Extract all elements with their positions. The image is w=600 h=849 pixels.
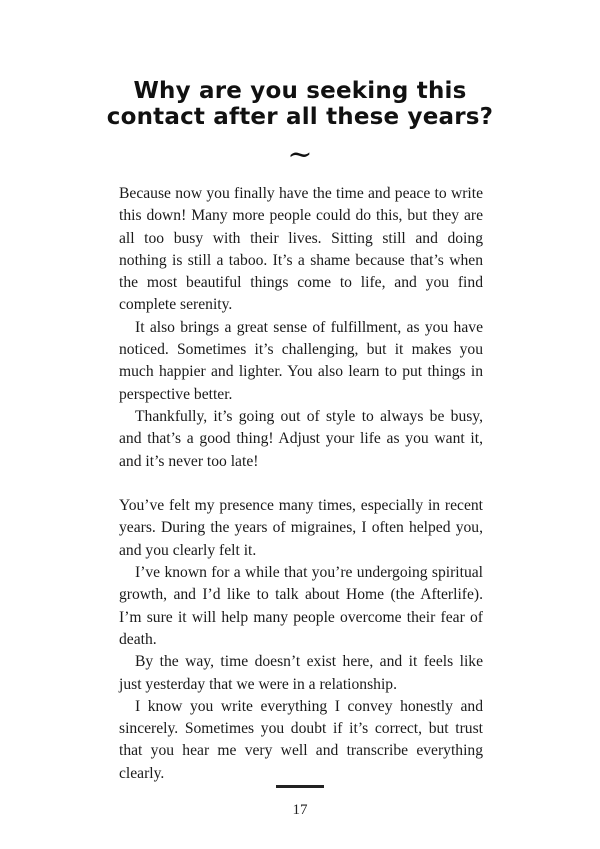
paragraph-1: Because now you finally have the time and peace to write this down! Many more people could do this, but they are all too busy with their lives. Sitting still and doing nothing is still a taboo. It’s a shame because that’s when the most beautiful things come to life, and you find complete serenity. — [119, 185, 483, 314]
body-text — [119, 183, 483, 785]
chapter-title-line-2: contact after all these years? — [106, 104, 494, 130]
paragraph-2: It also brings a great sense of fulfillment, as you have noticed. Sometimes it’s challenging, but it makes you much happier and lighter. You also learn to put things in perspective better. — [119, 318, 483, 403]
paragraph-4: You’ve felt my presence many times, especially in recent years. During the years of migraines, I often helped you, and you clearly felt it. — [119, 497, 483, 559]
paragraph-5: I’ve known for a while that you’re undergoing spiritual growth, and I’d like to talk about Home (the Afterlife). I’m sure it will help many people overcome their fear of death. — [119, 564, 483, 648]
paragraph-7: I know you write everything I convey honestly and sincerely. Sometimes you doubt if it’s correct, but trust that you hear me very well and transcribe everything clearly. — [119, 697, 483, 782]
paragraph-3: Thankfully, it’s going out of style to always be busy, and that’s a good thing! Adjust your life as you want it, and it’s never too late! — [119, 407, 483, 470]
paragraph-6: By the way, time doesn’t exist here, and it feels like just yesterday that we were in a relationship. — [119, 653, 483, 693]
tilde-ornament: ~ — [287, 137, 313, 172]
chapter-title — [0, 78, 600, 130]
chapter-title-line-1: Why are you seeking this — [133, 78, 467, 104]
page-number: 17 — [292, 802, 308, 818]
footer-rule — [276, 785, 324, 788]
